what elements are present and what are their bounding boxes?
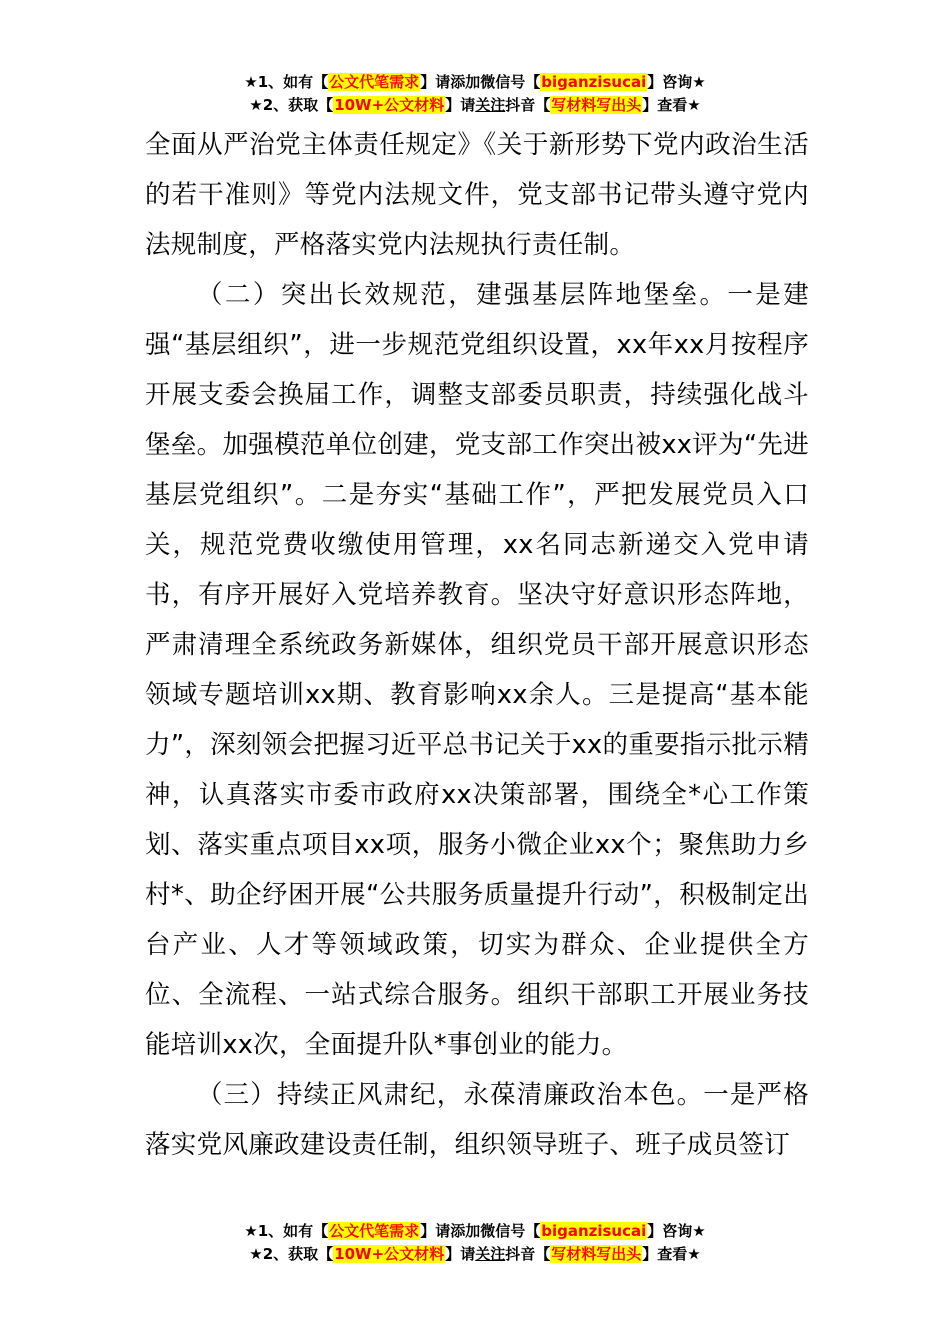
paragraph: （三）持续正风肃纪，永葆清廉政治本色。一是严格落实党风廉政建设责任制，组织领导班子、班子成员签订 <box>145 1080 809 1160</box>
banner-highlight: 写材料写出头 <box>551 1245 642 1263</box>
banner-line-1: ★1、如有【公文代笔需求】请添加微信号【biganzisucai】咨询★ <box>244 1222 706 1240</box>
banner-highlight: 10W+公文材料 <box>334 96 445 114</box>
paragraph: （二）突出长效规范，建强基层阵地堡垒。一是建强“基层组织”，进一步规范党组织设置，xx年xx月按程序开展支委会换届工作，调整支部委员职责，持续强化战斗堡垒。加强模范单位创建，党支部工作突出被xx评为“先进基层党组织”。二是夯实“基础工作”，严把发展党员入口关，规范党费收缴使用管理，xx名同志新递交入党申请书，有序开展好入党培养教育。坚决守好意识形态阵地，严肃清理全系统政务新媒体，组织党员干部开展意识形态领域专题培训xx期、教育影响xx余人。三是提高“基本能力”，深刻领会把握习近平总书记关于xx的重要指示批示精神，认真落实市委市政府xx决策部署，围绕全*心工作策划、落实重点项目xx项，服务小微企业xx个；聚焦助力乡村*、助企纾困开展“公共服务质量提升行动”，积极制定出台产业、人才等领域政策，切实为群众、企业提供全方位、全流程、一站式综合服务。组织干部职工开展业务技能培训xx次，全面提升队*事创业的能力。 <box>145 280 809 1060</box>
banner-highlight: biganzisucai <box>541 73 647 91</box>
banner-underlined-text: 关注 <box>475 96 506 114</box>
banner-highlight: biganzisucai <box>541 1222 647 1240</box>
paragraph: 全面从严治党主体责任规定》《关于新形势下党内政治生活的若干准则》等党内法规文件，党支部书记带头遵守党内法规制度，严格落实党内法规执行责任制。 <box>145 130 809 260</box>
header-banner <box>0 71 950 117</box>
banner-line-2: ★2、获取【10W+公文材料】请关注抖音【写材料写出头】查看★ <box>249 96 701 114</box>
banner-highlight: 写材料写出头 <box>551 96 642 114</box>
banner-highlight: 10W+公文材料 <box>334 1245 445 1263</box>
banner-highlight: 公文代笔需求 <box>329 73 420 91</box>
banner-line-2: ★2、获取【10W+公文材料】请关注抖音【写材料写出头】查看★ <box>249 1245 701 1263</box>
banner-underlined-text: 关注 <box>475 1245 506 1263</box>
banner-line-1: ★1、如有【公文代笔需求】请添加微信号【biganzisucai】咨询★ <box>244 73 706 91</box>
footer-banner <box>0 1220 950 1266</box>
document-body <box>145 120 809 1170</box>
banner-highlight: 公文代笔需求 <box>329 1222 420 1240</box>
